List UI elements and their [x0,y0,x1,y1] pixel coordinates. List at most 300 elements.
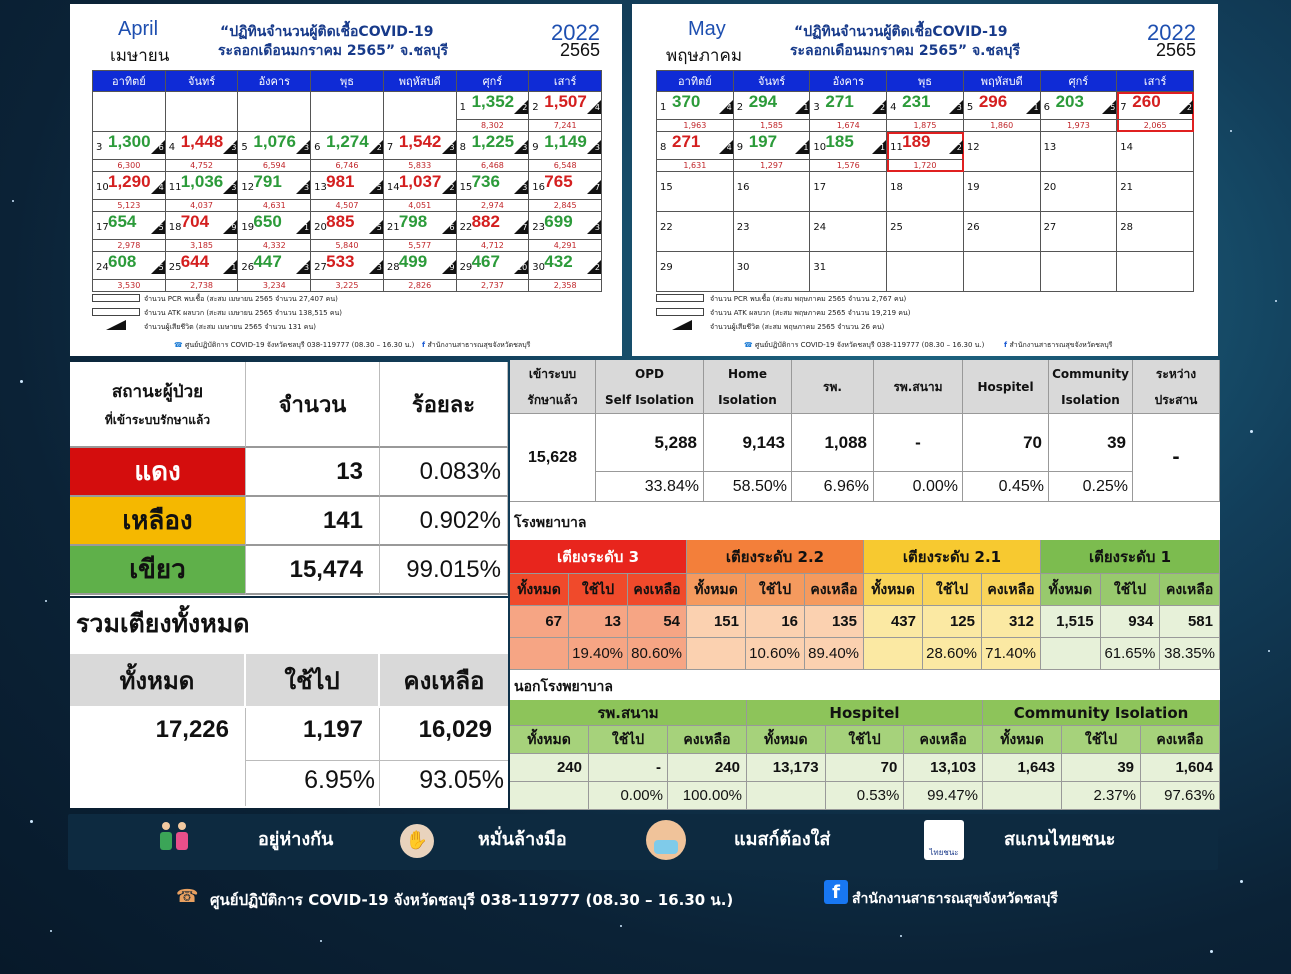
calendar-day-cell [238,252,311,292]
total-beds-table [70,598,508,808]
calendar-day-cell [311,252,384,292]
system-header-text: Isolation [1061,392,1120,407]
star [900,935,902,937]
death-count: 3 [304,143,310,152]
hospital-group-header: เตียงระดับ 2.2 [687,540,864,574]
pcr-count: 231 [902,92,931,111]
day-number: 13 [314,182,327,193]
calendar-grid [92,70,602,292]
pcr-count: 1,448 [180,132,224,151]
day-header: จันทร์ [734,71,811,92]
calendar-day-cell [810,92,887,132]
day-number: 11 [168,182,182,193]
death-count: 2 [594,263,600,272]
calendar-day-cell [238,92,311,132]
calendar-day-cell [734,132,811,172]
atk-count: 6,594 [238,159,310,171]
calendar-april [70,4,622,356]
legend-pcr-swatch [656,294,704,302]
death-count: 3 [956,103,962,112]
page-footer [170,884,1170,914]
death-marker [514,100,528,114]
death-marker [442,220,456,234]
calendar-day-cell [1041,252,1118,292]
day-number: 26 [241,262,255,273]
calendar-day-cell [166,212,239,252]
calendar-day-cell [657,132,734,172]
hospital-col-header: คงเหลือ [805,574,864,606]
atk-count: 7,241 [529,119,601,131]
death-count: 3 [594,223,600,232]
calendar-day-cell [93,212,166,252]
calendar-day-cell [1041,172,1118,212]
calendar-day-cell [887,212,964,252]
pcr-count: 447 [253,252,282,271]
outside-value: 13,103 [904,754,983,782]
hospital-col-header: คงเหลือ [982,574,1041,606]
hospital-title: โรงพยาบาล [514,515,587,531]
legend-pcr: จำนวน PCR พบเชื้อ (สะสม พฤษภาคม 2565 จำนวน 2,767 คน) [710,295,907,303]
day-number: 8 [660,142,667,153]
calendar-day-cell [1117,92,1194,132]
system-value: - [874,414,963,472]
death-count: 2 [1186,103,1192,112]
calendar-subtitle: ระลอกเดือนมกราคม 2565” จ.ชลบุรี [218,43,448,59]
facebook-icon: f [422,341,428,349]
atk-count: 4,631 [238,199,310,211]
death-marker [369,140,383,154]
atk-count: 1,963 [657,119,733,131]
calendar-day-cell [964,212,1041,252]
outside-col-header: คงเหลือ [904,726,983,754]
calendar-day-cell [384,172,457,212]
outside-percent: 2.37% [1062,782,1141,810]
system-header-text: Isolation [718,392,777,407]
death-count: 3 [449,143,455,152]
death-marker [442,180,456,194]
pcr-count: 1,290 [108,172,151,191]
system-header [792,360,874,414]
outside-percent: 99.47% [904,782,983,810]
calendar-day-cell [657,252,734,292]
calendar-day-cell [657,92,734,132]
legend-atk: จำนวน ATK ผลบวก (สะสม เมษายน 2565 จำนวน 138,515 คน) [144,309,343,317]
calendar-day-cell [166,132,239,172]
year: 2022 [551,20,600,45]
calendar-day-cell [887,252,964,292]
death-count: 4 [158,183,164,192]
hospital-value: 13 [569,606,628,638]
day-number: 28 [386,262,400,273]
death-marker [719,140,733,154]
death-count: 1 [231,263,237,272]
pcr-count: 704 [180,212,210,231]
hospital-percent: 61.65% [1101,638,1161,670]
outside-value: 1,604 [1141,754,1220,782]
footer-phone [744,340,984,351]
death-count: 1 [304,223,310,232]
pcr-count: 203 [1055,92,1084,111]
status-h1a: สถานะผู้ป่วย [111,382,204,402]
day-header: พุธ [887,71,964,92]
atk-count: 1,674 [810,119,886,131]
beds-left-value: 16,029 [418,716,492,743]
calendar-day-cell [734,92,811,132]
hospital-percent: 80.60% [628,638,687,670]
month-name: April [118,18,159,40]
star [30,820,33,823]
outside-col-header: ใช้ไป [1062,726,1141,754]
system-header-text: รักษาแล้ว [527,392,578,407]
pcr-count: 189 [902,132,931,151]
death-count: 10 [517,263,528,272]
system-percent: 33.84% [596,472,704,502]
death-marker [369,220,383,234]
death-count: 3 [304,263,310,272]
outside-percent [510,782,589,810]
beds-left-cell [380,708,508,806]
beds-total-cell [70,708,246,806]
calendar-grid [656,70,1194,292]
day-number: 7 [386,142,394,153]
death-marker [296,220,310,234]
system-header-text: ประสาน [1154,392,1198,407]
hospital-value: 16 [746,606,805,638]
calendar-day-cell [1041,92,1118,132]
hospital-value: 581 [1160,606,1220,638]
hospital-value: 151 [687,606,746,638]
death-marker [442,260,456,274]
death-count: 5 [1110,103,1116,112]
hospital-value: 67 [510,606,569,638]
outside-value: - [589,754,668,782]
system-value: 5,288 [596,414,704,472]
hospital-percent: 28.60% [923,638,982,670]
mask-icon [646,820,686,860]
calendar-day-cell [166,252,239,292]
day-number: 24 [813,222,827,233]
system-header-text: Home [728,366,767,381]
system-header-text: Hospitel [977,379,1034,394]
prevention-bar [68,814,1218,870]
pcr-count: 650 [253,212,282,231]
pcr-count: 533 [326,252,355,271]
death-marker [719,100,733,114]
status-count: 13 [246,448,380,497]
pcr-count: 1,225 [471,132,515,151]
death-marker [151,260,165,274]
day-header: อังคาร [810,71,887,92]
calendar-subtitle: ระลอกเดือนมกราคม 2565” จ.ชลบุรี [790,43,1020,59]
legend-dead-swatch [672,320,692,330]
day-number: 27 [1043,222,1057,233]
atk-count: 2,358 [529,279,601,291]
system-total: 15,628 [510,414,596,502]
calendar-day-cell [93,132,166,172]
calendar-day-cell [734,212,811,252]
calendar-day-cell [384,212,457,252]
calendar-day-cell [529,172,602,212]
legend-dead-swatch [106,320,126,330]
calendar-day-cell [311,212,384,252]
death-count: 1 [803,143,809,152]
calendar-day-cell [810,132,887,172]
pcr-count: 699 [544,212,573,231]
outside-value: 240 [668,754,747,782]
status-label: แดง [70,448,246,497]
death-count: 6 [158,143,164,152]
beds-used-value: 1,197 [302,716,363,743]
legend-atk: จำนวน ATK ผลบวก (สะสม พฤษภาคม 2565 จำนวน 19,219 คน) [710,309,911,317]
atk-count: 2,826 [384,279,456,291]
beds-used-header: ใช้ไป [246,654,380,706]
system-header-text: รพ.สนาม [893,379,943,394]
day-number: 21 [1120,182,1134,193]
status-row [70,497,508,546]
day-header: พุธ [311,71,384,92]
calendar-day-cell [166,172,239,212]
calendar-day-cell [311,132,384,172]
calendar-header [632,4,1218,74]
day-number: 3 [813,102,820,113]
atk-count: 5,833 [384,159,456,171]
bar-item-4: สแกนไทยชนะ [1004,829,1116,850]
death-count: 2 [376,143,382,152]
month-thai: เมษายน [110,46,170,66]
death-count: 2 [880,103,886,112]
death-count: 3 [522,143,528,152]
hospital-group-header: เตียงระดับ 2.1 [864,540,1041,574]
atk-count: 6,548 [529,159,601,171]
system-header [704,360,792,414]
pcr-count: 1,542 [398,132,442,151]
calendar-day-cell [238,172,311,212]
death-marker [587,220,601,234]
death-marker [151,180,165,194]
calendar-day-cell [810,212,887,252]
atk-count: 3,234 [238,279,310,291]
calendar-day-cell [457,252,530,292]
outside-col-header: ใช้ไป [589,726,668,754]
calendar-day-cell [887,92,964,132]
footer-fb [422,340,530,351]
day-number: 5 [241,142,248,153]
day-number: 18 [168,222,182,233]
system-header [874,360,963,414]
system-value: 39 [1049,414,1133,472]
pcr-count: 765 [544,172,573,191]
atk-count: 2,978 [93,239,165,251]
star [620,925,622,927]
day-header: อาทิตย์ [657,71,734,92]
hospital-value: 312 [982,606,1041,638]
day-number: 9 [736,142,744,153]
pcr-count: 1,149 [544,132,587,151]
day-number: 29 [660,262,673,273]
hospital-value: 125 [923,606,982,638]
star [320,940,322,942]
system-header-text: ระหว่าง [1155,366,1197,381]
footer-fb-text: สำนักงานสาธารณสุขจังหวัดชลบุรี [427,341,531,349]
atk-count: 1,297 [734,159,810,171]
pcr-count: 736 [471,172,500,191]
calendar-day-cell [238,212,311,252]
calendar-day-cell [384,132,457,172]
calendar-day-cell [529,252,602,292]
death-count: 2 [956,143,962,152]
pcr-count: 791 [253,172,282,191]
atk-count: 2,845 [529,199,601,211]
phone-icon: ☎ [744,341,755,349]
pcr-count: 499 [398,252,428,271]
day-number: 3 [96,142,103,153]
death-marker [296,180,310,194]
day-number: 17 [813,182,827,193]
pcr-count: 644 [180,252,210,271]
outside-value: 39 [1062,754,1141,782]
month-name: May [688,18,726,40]
death-count: 1 [1033,103,1039,112]
pcr-count: 1,352 [471,92,515,111]
system-percent: 58.50% [704,472,792,502]
day-header: จันทร์ [166,71,239,92]
atk-count: 4,712 [457,239,529,251]
day-number: 19 [966,182,980,193]
death-marker [1179,100,1193,114]
death-marker [151,140,165,154]
calendar-day-cell [1117,252,1194,292]
star [1250,430,1253,433]
distance-icon [160,822,190,862]
day-number: 14 [386,182,400,193]
status-percent: 0.083% [380,448,508,497]
death-marker [514,260,528,274]
atk-count: 5,577 [384,239,456,251]
day-number: 15 [660,182,673,193]
day-number: 7 [1120,102,1127,113]
outside-group-header: Community Isolation [983,700,1220,726]
pcr-count: 294 [748,92,778,111]
system-header-text: เข้าระบบ [528,366,577,381]
death-count: 4 [594,103,600,112]
footer-fb-text: สำนักงานสาธารณสุขจังหวัดชลบุรี [1009,341,1113,349]
outside-col-header: คงเหลือ [1141,726,1220,754]
pcr-count: 1,076 [253,132,296,151]
hospital-value: 934 [1101,606,1161,638]
handwash-icon: ✋ [400,824,434,858]
calendar-day-cell [238,132,311,172]
day-header: ศุกร์ [457,71,530,92]
death-marker [587,180,601,194]
calendar-day-cell [1041,212,1118,252]
hospital-col-header: ทั้งหมด [510,574,569,606]
hospital-col-header: ใช้ไป [923,574,982,606]
outside-group-header: Hospitel [747,700,983,726]
star [45,600,47,602]
calendar-day-cell [384,252,457,292]
system-percent: 0.25% [1049,472,1133,502]
calendar-day-cell [1041,132,1118,172]
day-number: 27 [314,262,327,273]
death-marker [514,180,528,194]
phone-icon: ☎ [176,886,199,907]
hospital-percent [1041,638,1101,670]
calendar-day-cell [657,172,734,212]
system-header [510,360,596,414]
day-number: 22 [459,222,473,233]
hospital-col-header: คงเหลือ [1160,574,1220,606]
hospital-group-header: เตียงระดับ 1 [1041,540,1220,574]
day-number: 23 [736,222,750,233]
status-row [70,546,508,595]
day-number: 20 [314,222,327,233]
facebook-icon: f [824,880,848,904]
year-be: 2565 [559,40,600,60]
bar-item-2: หมั่นล้างมือ [478,829,567,850]
calendar-day-cell [964,132,1041,172]
atk-count: 4,752 [166,159,238,171]
outside-value: 1,643 [983,754,1062,782]
atk-count: 2,974 [457,199,529,211]
atk-count: 1,860 [964,119,1040,131]
hospital-percent: 89.40% [805,638,864,670]
death-marker [296,140,310,154]
system-value: 70 [963,414,1049,472]
death-count: 7 [522,223,528,232]
hospital-value: 54 [628,606,687,638]
calendar-day-cell [384,92,457,132]
death-count: 5 [158,263,164,272]
day-number: 1 [459,102,466,113]
death-count: 3 [231,183,237,192]
hospital-value: 135 [805,606,864,638]
outside-col-header: คงเหลือ [668,726,747,754]
hospital-percent: 19.40% [569,638,628,670]
hospital-col-header: คงเหลือ [628,574,687,606]
status-count: 141 [246,497,380,546]
atk-count: 1,576 [810,159,886,171]
calendar-day-cell [810,172,887,212]
pcr-count: 798 [398,212,428,231]
hospital-col-header: ทั้งหมด [1041,574,1101,606]
day-number: 9 [532,142,539,153]
legend-pcr-swatch [92,294,140,302]
outside-value: 240 [510,754,589,782]
death-count: 9 [449,263,455,272]
calendar-day-cell [457,92,530,132]
pcr-count: 608 [108,252,137,271]
hospital-percent [510,638,569,670]
star [1268,650,1270,652]
atk-count: 1,585 [734,119,810,131]
calendar-day-cell [734,252,811,292]
day-number: 4 [890,102,897,113]
day-header: เสาร์ [529,71,602,92]
death-count: 6 [449,223,455,232]
status-h1b: ที่เข้าระบบรักษาแล้ว [104,413,211,427]
death-marker [587,140,601,154]
day-number: 28 [1120,222,1134,233]
calendar-day-cell [1117,172,1194,212]
footer-fb [1004,340,1112,351]
system-header-text: Self Isolation [605,392,694,407]
hospital-percent: 71.40% [982,638,1041,670]
death-count: 5 [158,223,164,232]
pcr-count: 271 [825,92,854,111]
death-marker [223,220,237,234]
calendar-title: “ปฏิทินจำนวนผู้ติดเชื้อCOVID-19 [220,24,434,40]
day-number: 14 [1120,142,1134,153]
